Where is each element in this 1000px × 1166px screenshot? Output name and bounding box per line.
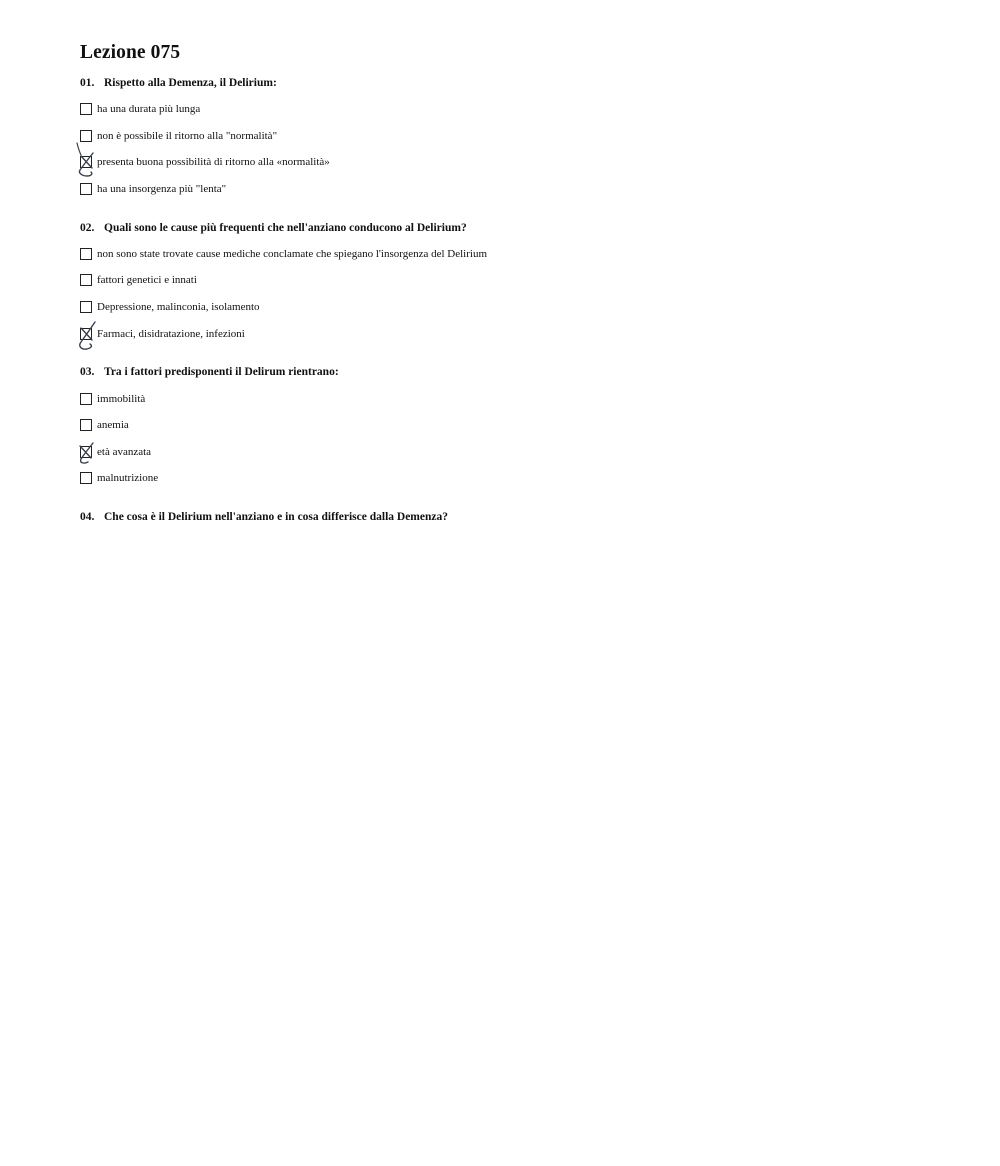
answer-label: fattori genetici e innati bbox=[97, 274, 197, 286]
checkbox-checked[interactable] bbox=[80, 328, 92, 340]
question-text: Rispetto alla Demenza, il Delirium: bbox=[104, 77, 277, 89]
question-02 bbox=[80, 222, 467, 234]
checkbox-checked[interactable] bbox=[80, 156, 92, 168]
question-number: 01. bbox=[80, 77, 95, 89]
answer-label: ha una insorgenza più "lenta" bbox=[97, 183, 227, 195]
answer-label: non è possibile il ritorno alla "normalità" bbox=[97, 130, 278, 142]
answer-label: non sono state trovate cause mediche conclamate che spiegano l'insorgenza del Delirium bbox=[97, 248, 488, 260]
answer-label: Farmaci, disidratazione, infezioni bbox=[97, 328, 245, 340]
question-text: Tra i fattori predisponenti il Delirum rientrano: bbox=[104, 366, 339, 378]
question-text: Che cosa è il Delirium nell'anziano e in cosa differisce dalla Demenza? bbox=[104, 511, 448, 523]
checkbox[interactable] bbox=[80, 301, 92, 313]
checkbox[interactable] bbox=[80, 393, 92, 405]
answer-label: presenta buona possibilità di ritorno alla «normalità» bbox=[97, 156, 330, 168]
checkbox[interactable] bbox=[80, 130, 92, 142]
question-number: 04. bbox=[80, 511, 95, 523]
answer-label: malnutrizione bbox=[97, 472, 159, 484]
checkbox-checked[interactable] bbox=[80, 446, 92, 458]
checkbox[interactable] bbox=[80, 472, 92, 484]
question-04 bbox=[80, 511, 448, 523]
checkbox[interactable] bbox=[80, 419, 92, 431]
answer-label: età avanzata bbox=[97, 446, 152, 458]
question-number: 02. bbox=[80, 222, 95, 234]
checkbox[interactable] bbox=[80, 248, 92, 260]
answer-label: Depressione, malinconia, isolamento bbox=[97, 301, 260, 313]
checkbox[interactable] bbox=[80, 274, 92, 286]
question-number: 03. bbox=[80, 366, 95, 378]
answer-label: immobilità bbox=[97, 393, 146, 405]
question-03 bbox=[80, 366, 339, 378]
answer-label: ha una durata più lunga bbox=[97, 103, 201, 115]
checkbox[interactable] bbox=[80, 183, 92, 195]
question-text: Quali sono le cause più frequenti che nell'anziano conducono al Delirium? bbox=[104, 222, 467, 234]
question-01 bbox=[80, 77, 277, 89]
answer-label: anemia bbox=[97, 419, 129, 431]
checkbox[interactable] bbox=[80, 103, 92, 115]
page-title: Lezione 075 bbox=[80, 42, 181, 63]
